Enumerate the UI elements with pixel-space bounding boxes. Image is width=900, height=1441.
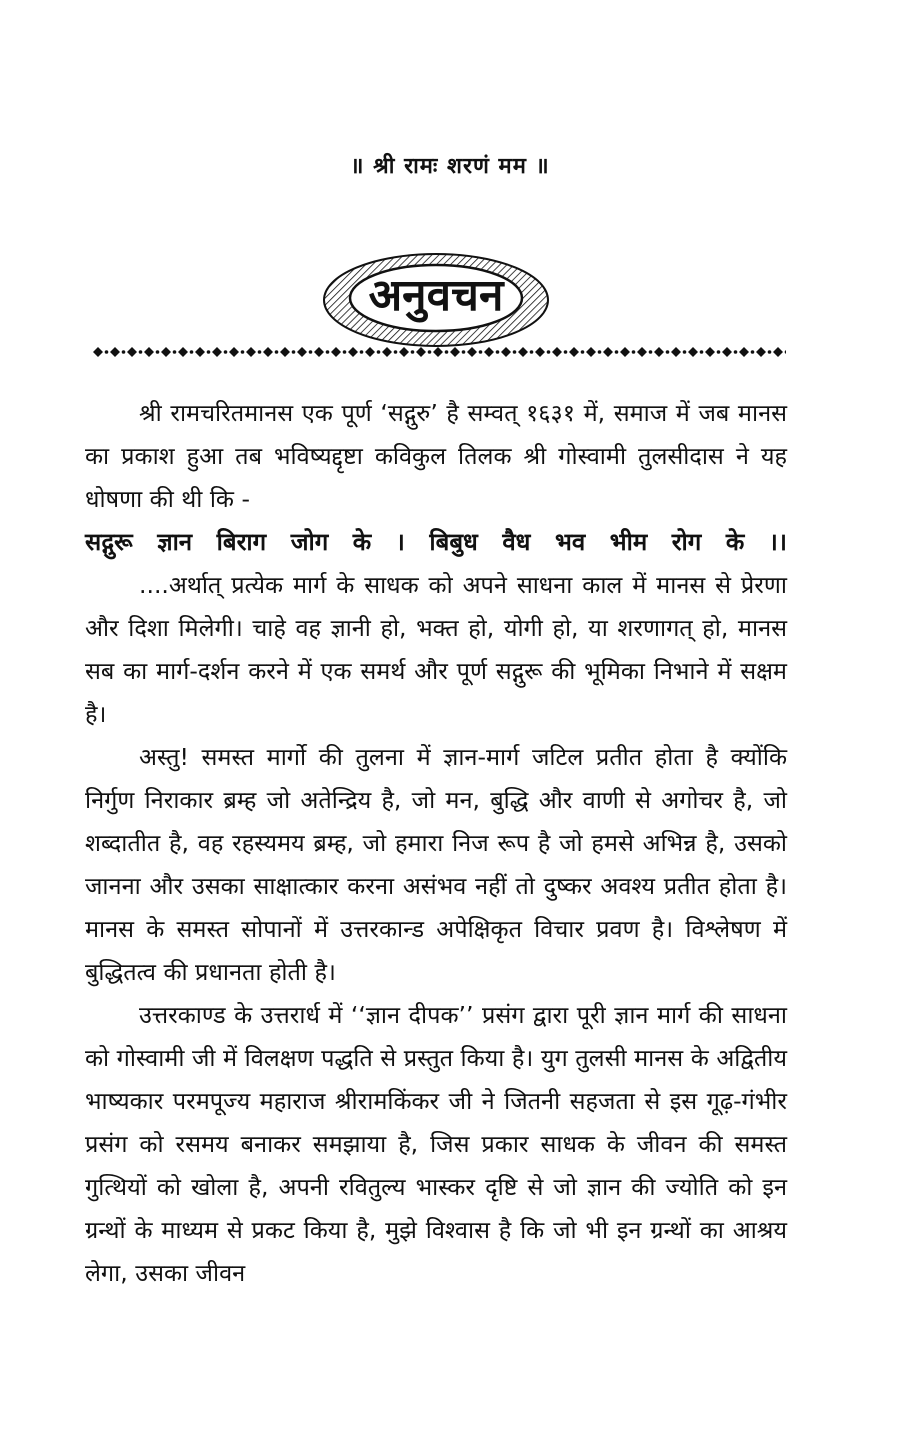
page-title: अनुवचन (368, 270, 504, 321)
paragraph-2: ....अर्थात् प्रत्येक मार्ग के साधक को अपने साधना काल में मानस से प्रेरणा और दिशा मिलेगी। चाहे वह ज्ञानी हो, भक्त हो, योगी हो, या शरणागत् हो, मानस सब का मार्ग-दर्शन करने में एक समर्थ और पूर्ण सद्गुरू की भूमिका निभाने में सक्षम है। (85, 571, 787, 728)
verse-quote: सद्गुरू ज्ञान बिराग जोग के । बिबुध वैध भव भीम रोग के ।। (85, 528, 787, 556)
body-content (85, 392, 787, 1295)
paragraph-3: अस्तु! समस्त मार्गो की तुलना में ज्ञान-मार्ग जटिल प्रतीत होता है क्योंकि निर्गुण निराकार ब्रम्ह जो अतेन्द्रिय है, जो मन, बुद्धि और वाणी से अगोचर है, जो शब्दातीत है, वह रहस्यमय ब्रम्ह, जो हमारा निज रूप है जो हमसे अभिन्न है, उसको जानना और उसका साक्षात्कार करना असंभव नहीं तो दुष्कर अवश्य प्रतीत होता है।मानस के समस्त सोपानों में उत्तरकान्ड अपेक्षिकृत विचार प्रवण है। विश्लेषण में बुद्धितत्व की प्रधानता होती है। (85, 743, 787, 986)
ornamental-divider (89, 343, 786, 361)
paragraph-1: श्री रामचरितमानस एक पूर्ण ‘सद्गुरु’ है सम्वत् १६३१ में, समाज में जब मानस का प्रकाश हुआ तब भविष्यद्दृष्टा कविकुल तिलक श्री गोस्वामी तुलसीदास ने यह धोषणा की थी कि - (85, 399, 787, 513)
title-badge (318, 248, 554, 352)
invocation-header: ॥ श्री रामः शरणं मम ॥ (350, 154, 550, 179)
paragraph-4: उत्तरकाण्ड के उत्तरार्ध में ‘‘ज्ञान दीपक’’ प्रसंग द्वारा पूरी ज्ञान मार्ग की साधना को गोस्वामी जी में विलक्षण पद्धति से प्रस्तुत किया है। युग तुलसी मानस के अद्वितीय भाष्यकार परमपूज्य महाराज श्रीरामकिंकर जी ने जितनी सहजता से इस गूढ़-गंभीर प्रसंग को रसमय बनाकर समझाया है, जिस प्रकार साधक के जीवन की समस्त गुत्थियों को खोला है, अपनी रवितुल्य भास्कर दृष्टि से जो ज्ञान की ज्योति को इन ग्रन्थों के माध्यम से प्रकट किया है, मुझे विश्वास है कि जो भी इन ग्रन्थों का आश्रय लेगा, उसका जीवन (85, 1001, 787, 1287)
